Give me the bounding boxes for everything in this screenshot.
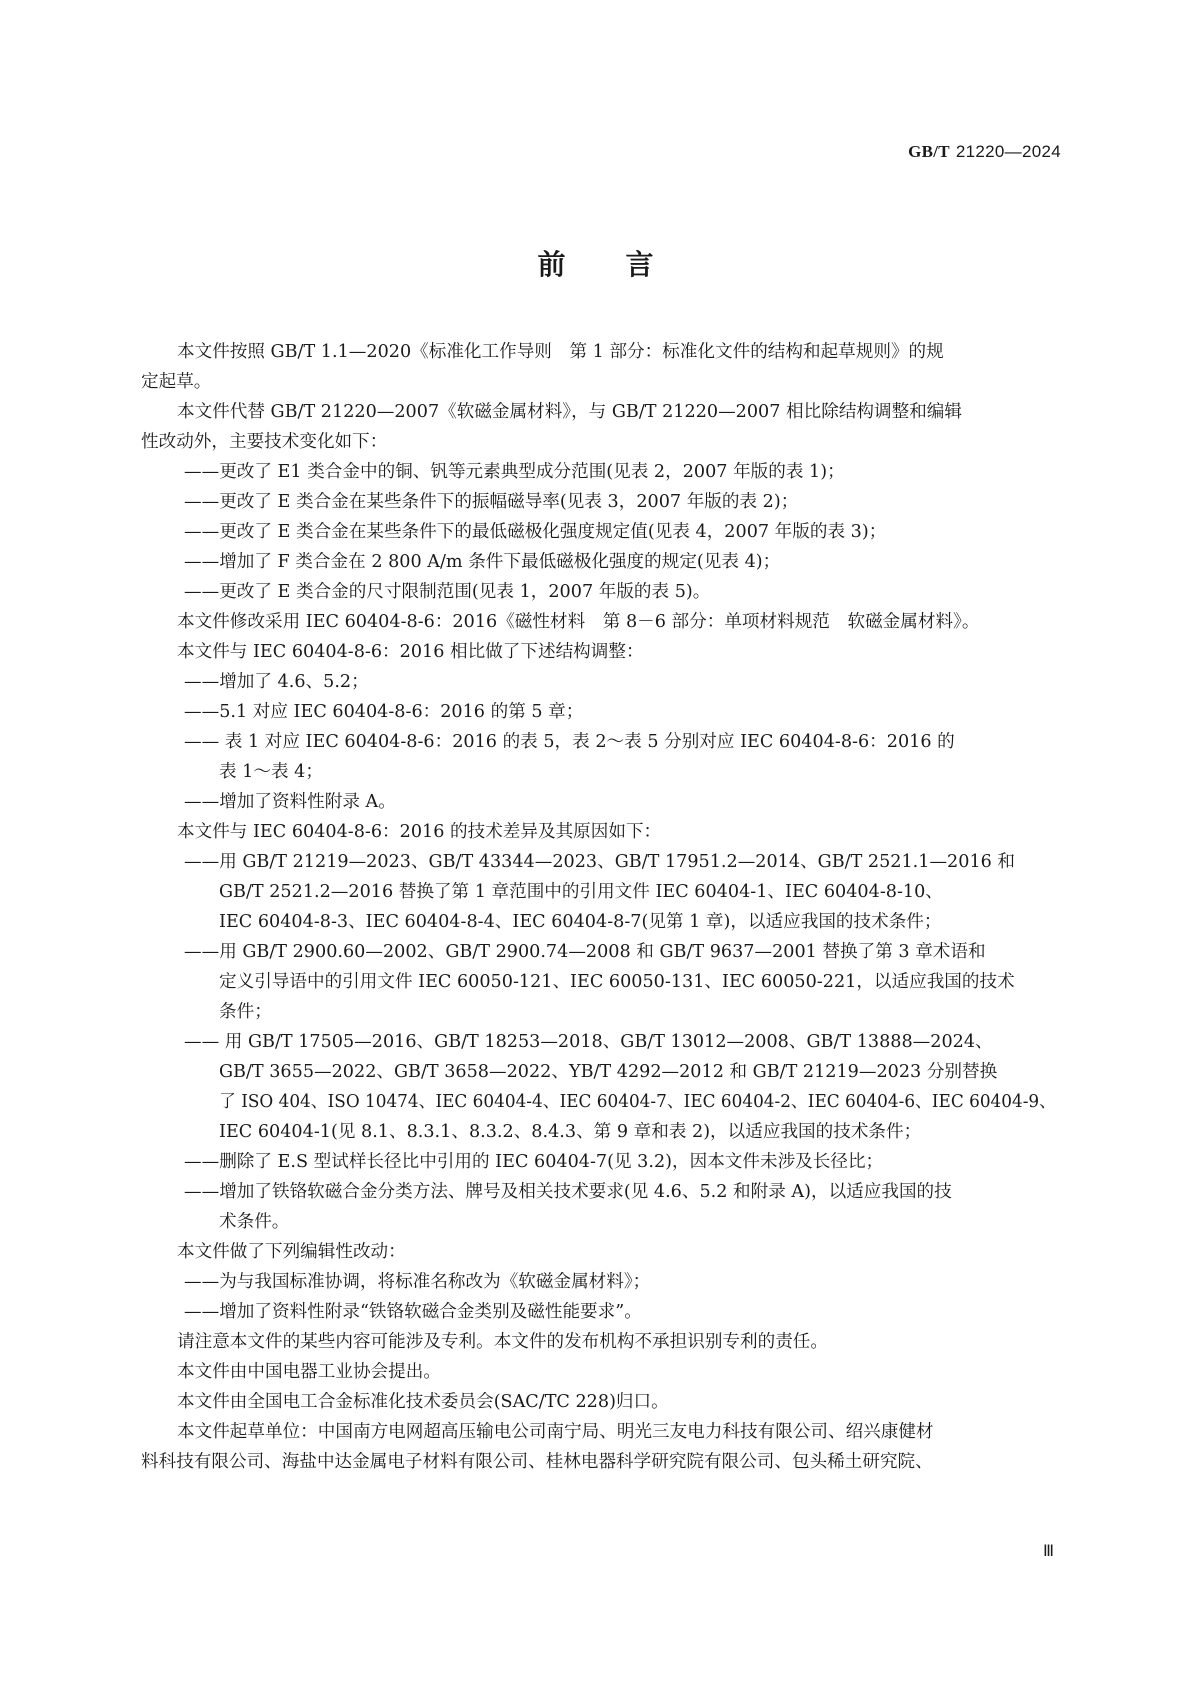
page-number: Ⅲ bbox=[1042, 1543, 1054, 1560]
text-line: IEC 60404-1(见 8.1、8.3.1、8.3.2、8.4.3、第 9 章和表 2)，以适应我国的技术条件； bbox=[219, 1122, 922, 1142]
text-line: IEC 60404-8-3、IEC 60404-8-4、IEC 60404-8-7(见第 1 章)，以适应我国的技术条件； bbox=[219, 912, 942, 932]
text-line: 本文件按照 GB/T 1.1—2020《标准化工作导则 第 1 部分：标准化文件的结构和起草规则》的规 bbox=[177, 342, 944, 362]
text-line: 本文件代替 GB/T 21220—2007《软磁金属材料》，与 GB/T 21220—2007 相比除结构调整和编辑 bbox=[177, 402, 962, 422]
text-line: 料科技有限公司、海盐中达金属电子材料有限公司、桂林电器科学研究院有限公司、包头稀土研究院、 bbox=[141, 1452, 933, 1472]
page-title: 前言 bbox=[537, 248, 714, 281]
text-line: ——增加了铁铬软磁合金分类方法、牌号及相关技术要求(见 4.6、5.2 和附录 A)，以适应我国的技 bbox=[184, 1182, 952, 1202]
text-line: ——增加了 4.6、5.2； bbox=[184, 672, 369, 692]
text-line: 本文件由中国电器工业协会提出。 bbox=[177, 1362, 441, 1382]
text-line: 本文件修改采用 IEC 60404-8-6：2016《磁性材料 第 8－6 部分：单项材料规范 软磁金属材料》。 bbox=[177, 612, 980, 632]
text-line: 本文件做了下列编辑性改动： bbox=[177, 1242, 406, 1262]
text-line: 本文件由全国电工合金标准化技术委员会(SAC/TC 228)归口。 bbox=[177, 1392, 669, 1412]
text-line: 术条件。 bbox=[219, 1212, 290, 1232]
text-line: 本文件与 IEC 60404-8-6：2016 的技术差异及其原因如下： bbox=[177, 822, 662, 842]
text-line: ——为与我国标准协调，将标准名称改为《软磁金属材料》； bbox=[184, 1272, 651, 1292]
text-line: 了 ISO 404、ISO 10474、IEC 60404-4、IEC 60404-7、IEC 60404-2、IEC 60404-6、IEC 60404-9、 bbox=[219, 1092, 1056, 1112]
text-line: ——更改了 E 类合金的尺寸限制范围(见表 1，2007 年版的表 5)。 bbox=[184, 582, 711, 602]
text-line: ——5.1 对应 IEC 60404-8-6：2016 的第 5 章； bbox=[184, 702, 584, 722]
text-line: ——用 GB/T 21219—2023、GB/T 43344—2023、GB/T 17951.2—2014、GB/T 2521.1—2016 和 bbox=[184, 852, 1016, 872]
text-line: ——用 GB/T 2900.60—2002、GB/T 2900.74—2008 和 GB/T 9637—2001 替换了第 3 章术语和 bbox=[184, 942, 986, 962]
text-line: GB/T 3655—2022、GB/T 3658—2022、YB/T 4292—2012 和 GB/T 21219—2023 分别替换 bbox=[219, 1062, 998, 1082]
text-line: —— 表 1 对应 IEC 60404-8-6：2016 的表 5，表 2～表 5 分别对应 IEC 60404-8-6：2016 的 bbox=[184, 732, 955, 752]
standard-code bbox=[908, 142, 1061, 162]
text-line: 本文件与 IEC 60404-8-6：2016 相比做了下述结构调整： bbox=[177, 642, 644, 662]
text-line: ——删除了 E.S 型试样长径比中引用的 IEC 60404-7(见 3.2)，因本文件未涉及长径比； bbox=[184, 1152, 884, 1172]
text-line: ——更改了 E 类合金在某些条件下的振幅磁导率(见表 3，2007 年版的表 2)； bbox=[184, 492, 799, 512]
text-line: 本文件起草单位：中国南方电网超高压输电公司南宁局、明光三友电力科技有限公司、绍兴康健材 bbox=[177, 1422, 934, 1442]
text-line: ——更改了 E 类合金在某些条件下的最低磁极化强度规定值(见表 4，2007 年版的表 3)； bbox=[184, 522, 887, 542]
document-body bbox=[141, 337, 1056, 1477]
text-line: ——更改了 E1 类合金中的铜、钒等元素典型成分范围(见表 2，2007 年版的表 1)； bbox=[184, 462, 845, 482]
text-line: 性改动外，主要技术变化如下： bbox=[141, 432, 388, 452]
text-line: GB/T 2521.2—2016 替换了第 1 章范围中的引用文件 IEC 60404-1、IEC 60404-8-10、 bbox=[219, 882, 943, 902]
text-line: 条件； bbox=[219, 1002, 272, 1022]
text-line: 表 1～表 4； bbox=[219, 762, 323, 782]
text-line: ——增加了资料性附录 A。 bbox=[184, 792, 396, 812]
text-line: 定起草。 bbox=[141, 372, 212, 392]
standard-code-number: 21220—2024 bbox=[955, 142, 1061, 161]
standard-code-prefix: GB/T bbox=[908, 142, 950, 161]
text-line: ——增加了资料性附录“铁铬软磁合金类别及磁性能要求”。 bbox=[184, 1302, 642, 1322]
text-line: 请注意本文件的某些内容可能涉及专利。本文件的发布机构不承担识别专利的责任。 bbox=[177, 1332, 828, 1352]
text-line: ——增加了 F 类合金在 2 800 A/m 条件下最低磁极化强度的规定(见表 4)； bbox=[184, 552, 781, 572]
text-line: 定义引导语中的引用文件 IEC 60050-121、IEC 60050-131、IEC 60050-221，以适应我国的技术 bbox=[219, 972, 1015, 992]
text-line: —— 用 GB/T 17505—2016、GB/T 18253—2018、GB/T 13012—2008、GB/T 13888—2024、 bbox=[184, 1032, 993, 1052]
